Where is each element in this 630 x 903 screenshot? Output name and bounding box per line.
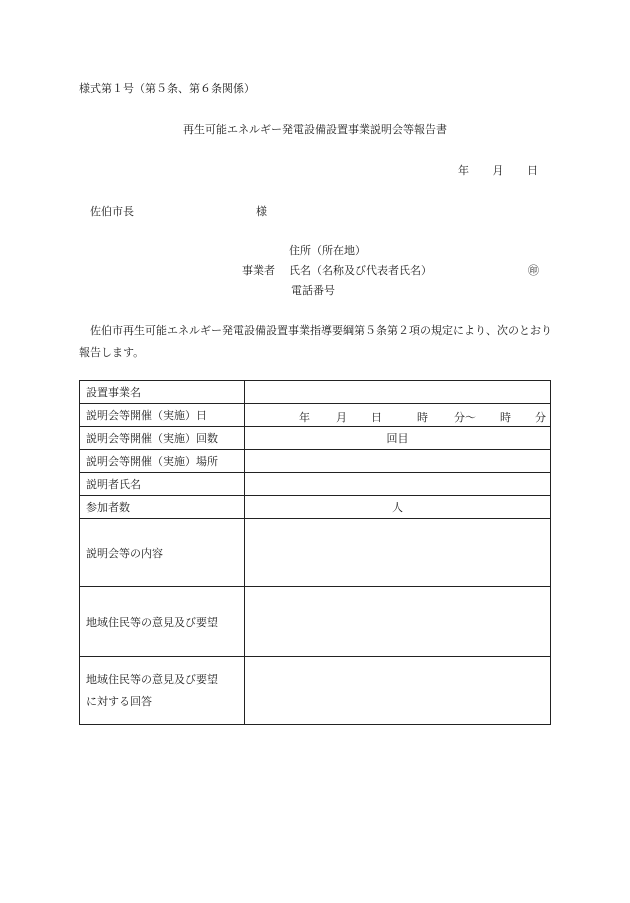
- report-table: [79, 380, 551, 725]
- value-project-name[interactable]: [245, 381, 551, 404]
- row-label-session-count: 説明会等開催（実施）回数: [80, 427, 245, 450]
- date-year-label: 年: [458, 164, 469, 177]
- value-resident-opinions[interactable]: [245, 587, 551, 657]
- table-row: [80, 404, 551, 427]
- date-month-label: 月: [492, 164, 504, 177]
- table-row: [80, 496, 551, 519]
- value-response[interactable]: [245, 657, 551, 725]
- applicant-name-label: 氏名（名称及び代表者氏名）: [289, 264, 432, 277]
- document-title: 再生可能エネルギー発電設備設置事業説明会等報告書: [183, 123, 447, 136]
- row-label-participants: 参加者数: [80, 496, 245, 519]
- unit-start-hour: 時: [417, 411, 428, 424]
- value-presenter-name[interactable]: [245, 473, 551, 496]
- unit-day: 日: [371, 411, 382, 424]
- addressee-name: 佐伯市長: [90, 205, 134, 218]
- row-label-session-date: 説明会等開催（実施）日: [80, 404, 245, 427]
- row-label-presenter-name: 説明者氏名: [80, 473, 245, 496]
- unit-month: 月: [336, 411, 347, 424]
- form-number: 様式第１号（第５条、第６条関係）: [79, 82, 255, 95]
- table-row: [80, 587, 551, 657]
- unit-end-minute: 分: [535, 411, 546, 424]
- unit-start-minute: 分～: [454, 411, 476, 424]
- applicant-business-label: 事業者: [242, 264, 275, 277]
- row-label-response: [80, 657, 245, 725]
- report-date: [458, 164, 538, 178]
- report-statement: 佐伯市再生可能エネルギー発電設備設置事業指導要綱第５条第２項の規定により、次のとおり報告します。: [79, 324, 552, 359]
- row-label-response-line1: 地域住民等の意見及び要望: [86, 672, 218, 686]
- row-label-resident-opinions: 地域住民等の意見及び要望: [80, 587, 245, 657]
- value-session-content[interactable]: [245, 519, 551, 587]
- table-row: [80, 519, 551, 587]
- value-session-date[interactable]: [245, 404, 551, 427]
- table-row: [80, 381, 551, 404]
- value-session-count[interactable]: 回目: [245, 427, 551, 450]
- row-label-session-place: 説明会等開催（実施）場所: [80, 450, 245, 473]
- addressee-honorific: 様: [256, 205, 267, 218]
- table-row: [80, 427, 551, 450]
- table-row: [80, 450, 551, 473]
- seal-mark: ㊞: [528, 264, 539, 277]
- unit-end-hour: 時: [500, 411, 511, 424]
- row-label-response-line2: に対する回答: [86, 694, 152, 708]
- applicant-address-label: 住所（所在地）: [289, 244, 366, 257]
- row-label-session-content: 説明会等の内容: [80, 519, 245, 587]
- value-participants[interactable]: 人: [245, 496, 551, 519]
- row-label-project-name: 設置事業名: [80, 381, 245, 404]
- value-session-place[interactable]: [245, 450, 551, 473]
- unit-year: 年: [299, 411, 310, 424]
- applicant-phone-label: 電話番号: [291, 284, 335, 297]
- date-day-label: 日: [527, 164, 538, 177]
- table-row: [80, 473, 551, 496]
- table-row: [80, 657, 551, 725]
